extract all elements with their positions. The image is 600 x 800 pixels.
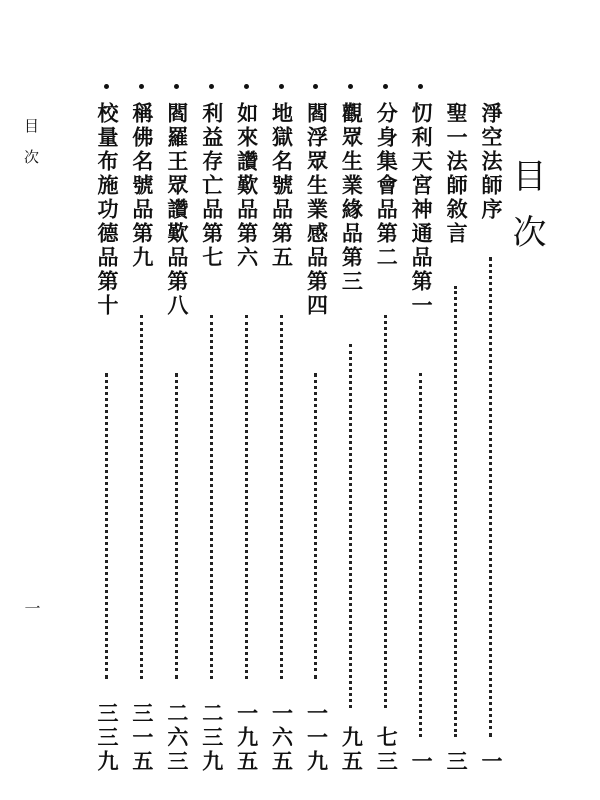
running-header: 目次: [22, 118, 40, 180]
toc-entry[interactable]: [234, 84, 260, 774]
toc-entry-title: 利益存亡品第七: [199, 102, 225, 270]
leader-dots: [454, 286, 461, 737]
leader-dots: [175, 373, 182, 679]
toc-entry-page: 三: [444, 750, 470, 774]
toc-entry-page: 三一五: [129, 702, 155, 774]
toc-entry-title: 閻羅王眾讚歎品第八: [164, 102, 190, 318]
leader-dots: [245, 315, 252, 679]
toc-entry[interactable]: [443, 84, 469, 774]
toc-entry-page: 一六五: [269, 702, 295, 774]
bullet-marker: [383, 84, 388, 89]
toc-entry-page: 九五: [339, 726, 365, 774]
toc-entry-title: 聖一法師敘言: [444, 102, 470, 246]
toc-entry-title: 地獄名號品第五: [269, 102, 295, 270]
bullet-marker: [313, 84, 318, 89]
toc-entry[interactable]: [338, 84, 364, 774]
leader-dots: [384, 315, 391, 708]
toc-entry-page: 三三九: [95, 702, 120, 774]
toc-entry-title: 忉利天宮神通品第一: [409, 102, 435, 318]
toc-entry-title: 閻浮眾生業感品第四: [304, 102, 330, 318]
toc-entry[interactable]: [303, 84, 329, 774]
toc-entry-page: 二三九: [199, 702, 225, 774]
toc-entry-title: 如來讚歎品第六: [234, 102, 260, 270]
toc-entry-page: 一一九: [304, 702, 330, 774]
bullet-marker: [348, 84, 353, 89]
bullet-marker: [104, 84, 109, 89]
toc-entry-page: 一: [409, 750, 435, 774]
leader-dots: [105, 373, 112, 679]
leader-dots: [280, 315, 287, 679]
leader-dots: [314, 373, 321, 679]
toc-entry-page: 一: [478, 750, 504, 774]
toc-entry[interactable]: [373, 84, 399, 774]
toc-entry-page: 二六三: [164, 702, 190, 774]
table-of-contents: [94, 84, 504, 774]
toc-entry[interactable]: [94, 84, 120, 774]
toc-entry-title: 分身集會品第二: [374, 102, 400, 270]
toc-entry[interactable]: [408, 84, 434, 774]
toc-entry-title: 校量布施功德品第十: [95, 102, 120, 318]
toc-entry-title: 稱佛名號品第九: [129, 102, 155, 270]
toc-entry-title: 觀眾生業緣品第三: [339, 102, 365, 294]
bullet-marker: [418, 84, 423, 89]
leader-dots: [210, 315, 217, 679]
toc-entry[interactable]: [269, 84, 295, 774]
toc-entry[interactable]: [129, 84, 155, 774]
bullet-marker: [279, 84, 284, 89]
bullet-marker: [139, 84, 144, 89]
toc-entry-page: 一九五: [234, 702, 260, 774]
toc-entry[interactable]: [478, 84, 504, 774]
page-number: 一: [22, 600, 41, 616]
leader-dots: [140, 315, 147, 679]
toc-entry-title: 淨空法師序: [478, 102, 504, 222]
toc-entry[interactable]: [164, 84, 190, 774]
toc-entry[interactable]: [199, 84, 225, 774]
bullet-marker: [244, 84, 249, 89]
bullet-marker: [209, 84, 214, 89]
leader-dots: [419, 373, 426, 737]
toc-entry-page: 七三: [374, 726, 400, 774]
bullet-marker: [174, 84, 179, 89]
leader-dots: [489, 257, 496, 737]
page-title: 目次: [506, 158, 546, 270]
leader-dots: [349, 344, 356, 708]
